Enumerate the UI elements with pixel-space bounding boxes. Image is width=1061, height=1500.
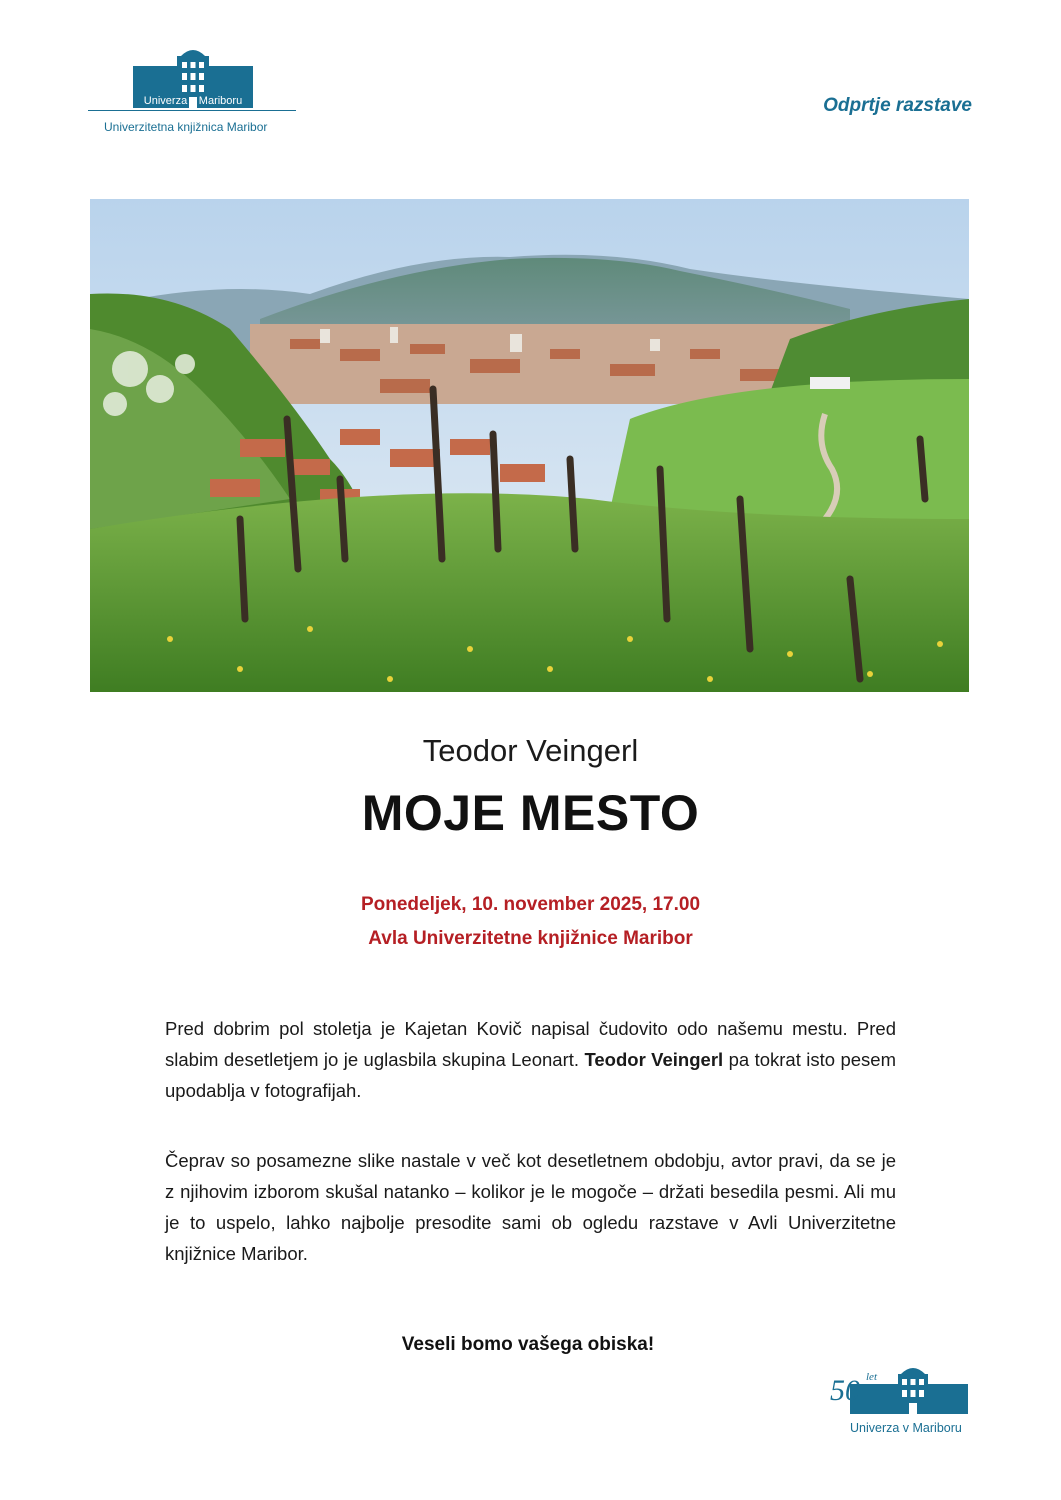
exhibition-title: MOJE MESTO — [361, 785, 700, 841]
p1-author-name: Teodor Veingerl — [584, 1049, 724, 1070]
p1-text-end: pa tokrat isto pesem upodablja v fotografijah. — [165, 1049, 896, 1101]
p1-text-start: Pred dobrim pol stoletja je Kajetan Kovič napisal čudovito odo našemu mestu. Pred slabim desetletjem jo je uglasbila skupina Leonart. — [165, 1018, 896, 1070]
event-type: Odprtje razstave — [823, 95, 972, 116]
anniversary-logo — [828, 1362, 978, 1435]
anniversary-suffix: let — [866, 1371, 877, 1383]
event-location: Avla Univerzitetne knjižnice Maribor — [368, 928, 693, 949]
description-paragraph-1 — [165, 1013, 896, 1106]
closing-message: Veseli bomo vašega obiska! — [401, 1334, 655, 1355]
university-building-icon — [133, 48, 253, 108]
event-date-time: Ponedeljek, 10. november 2025, 17.00 — [360, 894, 701, 915]
logo-divider — [88, 110, 296, 111]
library-name: Univerzitetna knjižnica Maribor — [104, 120, 268, 134]
anniversary-university-name: Univerza v Mariboru — [850, 1421, 962, 1435]
university-logo — [88, 48, 300, 134]
anniversary-number: 50 — [830, 1374, 860, 1407]
vineyard-city-landscape-image — [90, 199, 969, 692]
description-paragraph-2: Čeprav so posamezne slike nastale v več kot desetletnem obdobju, avtor pravi, da se je z njihovim izborom skušal natanko – kolikor je le mogoče – držati besedila pesmi. Ali mu je to uspelo, lahko najbolje presodite sami ob ogledu razstave v Avli Univerzitetne knjižnice Maribor. — [165, 1150, 896, 1264]
logo-university-text: Univerza v Mariboru — [143, 95, 243, 107]
landscape-photo — [90, 199, 969, 692]
anniversary-building-icon — [828, 1362, 973, 1414]
exhibition-author: Teodor Veingerl — [422, 733, 639, 768]
